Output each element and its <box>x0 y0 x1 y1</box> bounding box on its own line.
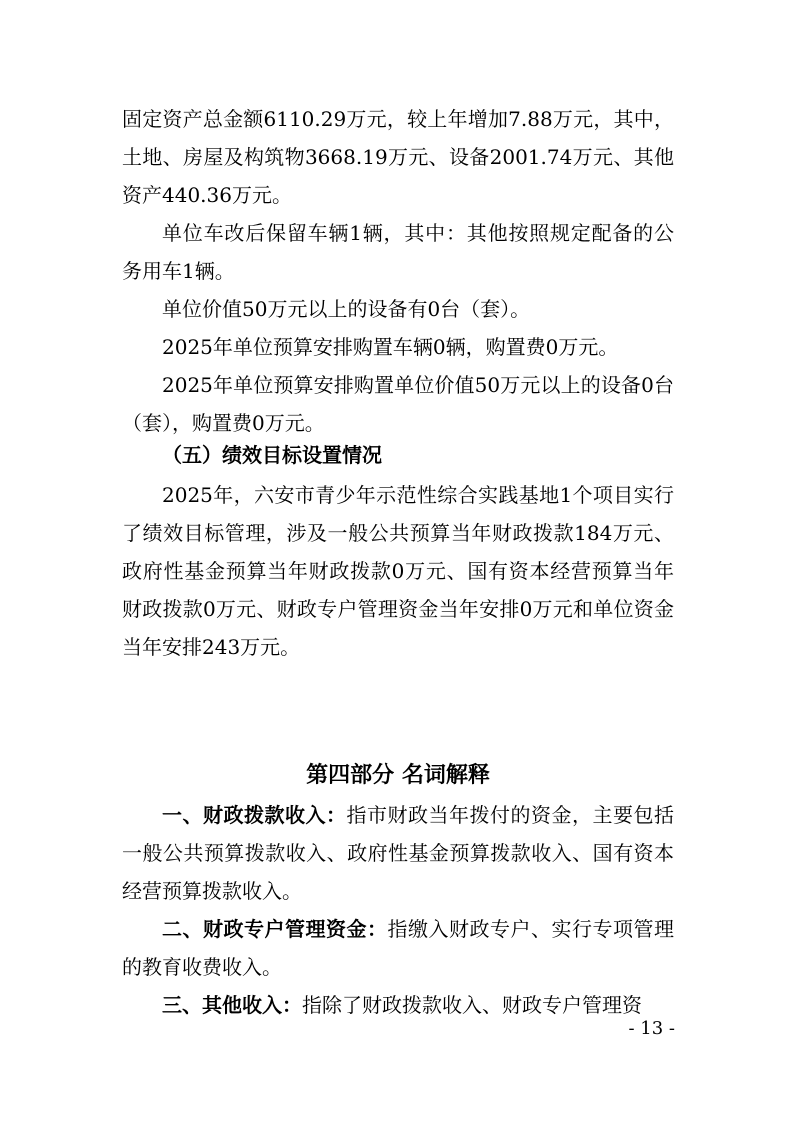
page-number: - 13 - <box>628 1018 675 1039</box>
budget-equipment-paragraph: 2025年单位预算安排购置单位价值50万元以上的设备0台（套），购置费0万元。 <box>122 373 674 435</box>
term-label-2: 二、财政专户管理资金： <box>162 917 388 941</box>
term-desc-1: 指市财政当年拨付的资金，主要包括一般公共预算拨款收入、政府性基金预算拨款收入、国有资本经营预算拨款收入。 <box>122 803 674 903</box>
equipment-paragraph: 单位价值50万元以上的设备有0台（套）。 <box>162 297 531 321</box>
budget-vehicle-paragraph: 2025年单位预算安排购置车辆0辆，购置费0万元。 <box>162 335 619 359</box>
part4-title: 第四部分 名词解释 <box>306 763 490 788</box>
vehicles-paragraph: 单位车改后保留车辆1辆，其中：其他按照规定配备的公务用车1辆。 <box>122 221 674 283</box>
term-item-2 <box>122 910 674 986</box>
term-desc-2: 指缴入财政专户、实行专项管理的教育收费收入。 <box>122 917 674 979</box>
fixed-assets-paragraph: 固定资产总金额6110.29万元，较上年增加7.88万元，其中，土地、房屋及构筑物3668.19万元、设备2001.74万元、其他资产440.36万元。 <box>122 107 674 207</box>
term-item-3 <box>122 986 674 1024</box>
performance-heading: （五）绩效目标设置情况 <box>162 443 382 467</box>
term-item-1 <box>122 796 674 910</box>
performance-paragraph: 2025年，六安市青少年示范性综合实践基地1个项目实行了绩效目标管理，涉及一般公共预算当年财政拨款184万元、政府性基金预算当年财政拨款0万元、国有资本经营预算当年财政拨款0万元、财政专户管理资金当年安排0万元和单位资金当年安排243万元。 <box>122 483 674 659</box>
term-label-3: 三、其他收入： <box>162 993 302 1017</box>
term-desc-3: 指除了财政拨款收入、财政专户管理资 <box>302 993 642 1017</box>
term-label-1: 一、财政拨款收入： <box>162 803 347 827</box>
